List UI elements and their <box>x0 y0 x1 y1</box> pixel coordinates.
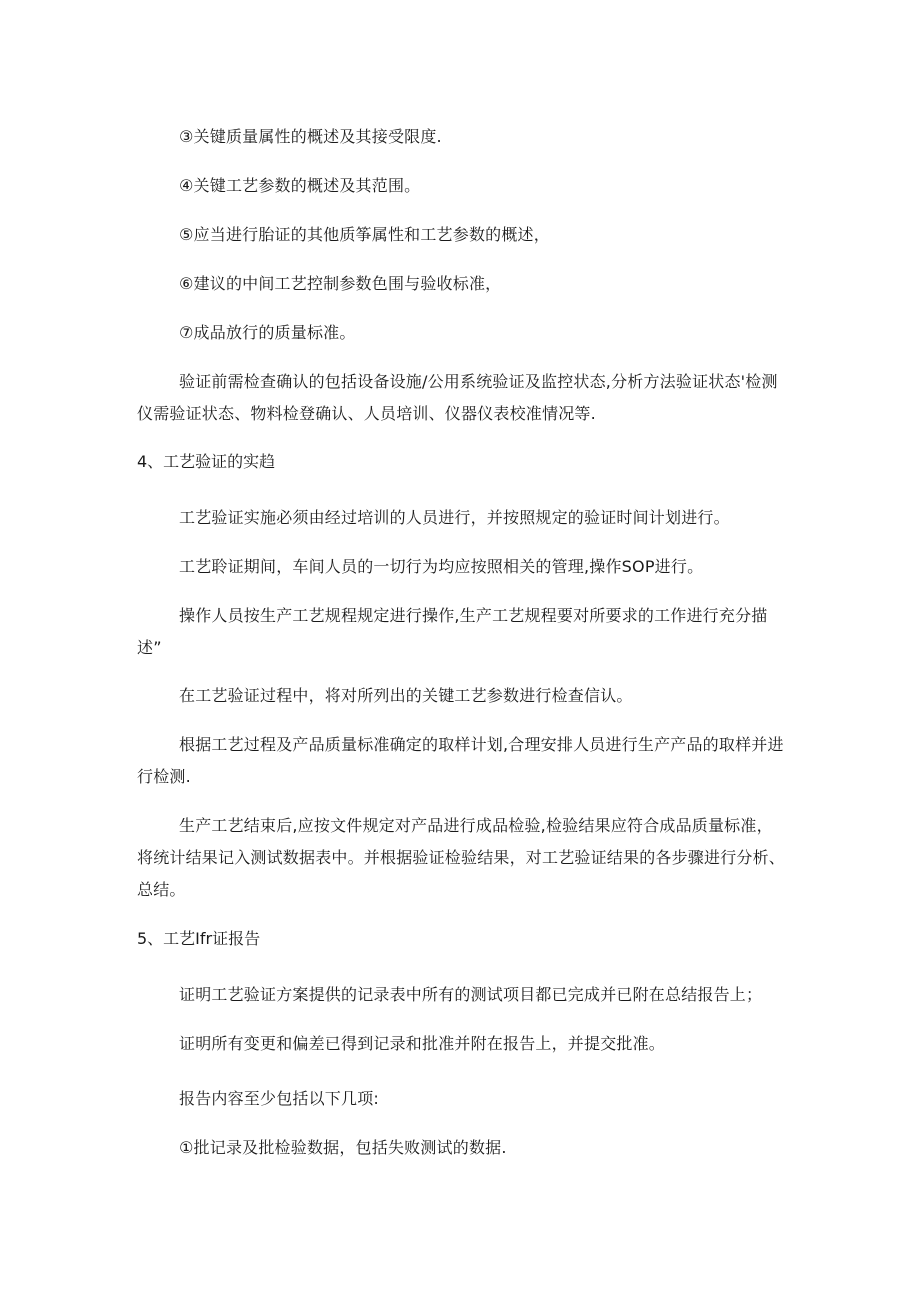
paragraph-final-inspection: 生产工艺结束后,应按文件规定对产品进行成品检验,检验结果应符合成品质量标准，将统计结果记入测试数据表中。并根据验证检验结果，对工艺验证结果的各步骤进行分析、总结。 <box>137 816 786 899</box>
paragraph-release-standards: ⑦成品放行的质量标准。 <box>179 323 356 342</box>
paragraph-quality-attributes: ③关键质量属性的概述及其接受限度. <box>179 127 442 146</box>
paragraph-trained-personnel: 工艺验证实施必须由经过培训的人员进行，并按照规定的验证时间计划进行。 <box>179 508 730 527</box>
paragraph-other-attributes: ⑤应当进行胎证的其他质筝属性和工艺参数的概述， <box>179 225 550 244</box>
paragraph-sampling-plan: 根据工艺过程及产品质量标准确定的取样计划,合理安排人员进行生产产品的取样并进行检测. <box>137 735 784 786</box>
paragraph-batch-records: ①批记录及批检验数据，包括失败测试的数据. <box>179 1138 507 1157</box>
paragraph-process-parameters: ④关键工艺参数的概述及其范围。 <box>179 176 421 195</box>
paragraph-report-contents: 报告内容至少包括以下几项: <box>179 1089 379 1108</box>
paragraph-changes-deviations: 证明所有变更和偏差已得到记录和批准并附在报告上，并提交批准。 <box>179 1034 666 1053</box>
paragraph-in-process-controls: ⑥建议的中间工艺控制参数色围与验收标准， <box>179 274 502 293</box>
paragraph-test-items-complete: 证明工艺验证方案提供的记录表中所有的测试项目都已完成并已附在总结报告上； <box>179 985 763 1004</box>
section-heading-4: 4、工艺验证的实趋 <box>137 452 276 471</box>
paragraph-workshop-sop: 工艺聆证期间，车间人员的一切行为均应按照相关的管理,操作SOP进行。 <box>179 557 704 576</box>
section-heading-5: 5、工艺Ifr证报告 <box>137 929 261 948</box>
paragraph-operation-procedure: 操作人员按生产工艺规程规定进行操作,生产工艺规程要对所要求的工作进行充分描述” <box>137 606 768 657</box>
paragraph-pre-validation-checks: 验证前需检查确认的包括设备设施/公用系统验证及监控状态,分析方法验证状态'检测仪需验证状态、物料检登确认、人员培训、仪器仪表校准情况等. <box>137 372 778 423</box>
paragraph-parameter-check: 在工艺验证过程中，将对所列出的关键工艺参数进行检查信认。 <box>179 686 633 705</box>
